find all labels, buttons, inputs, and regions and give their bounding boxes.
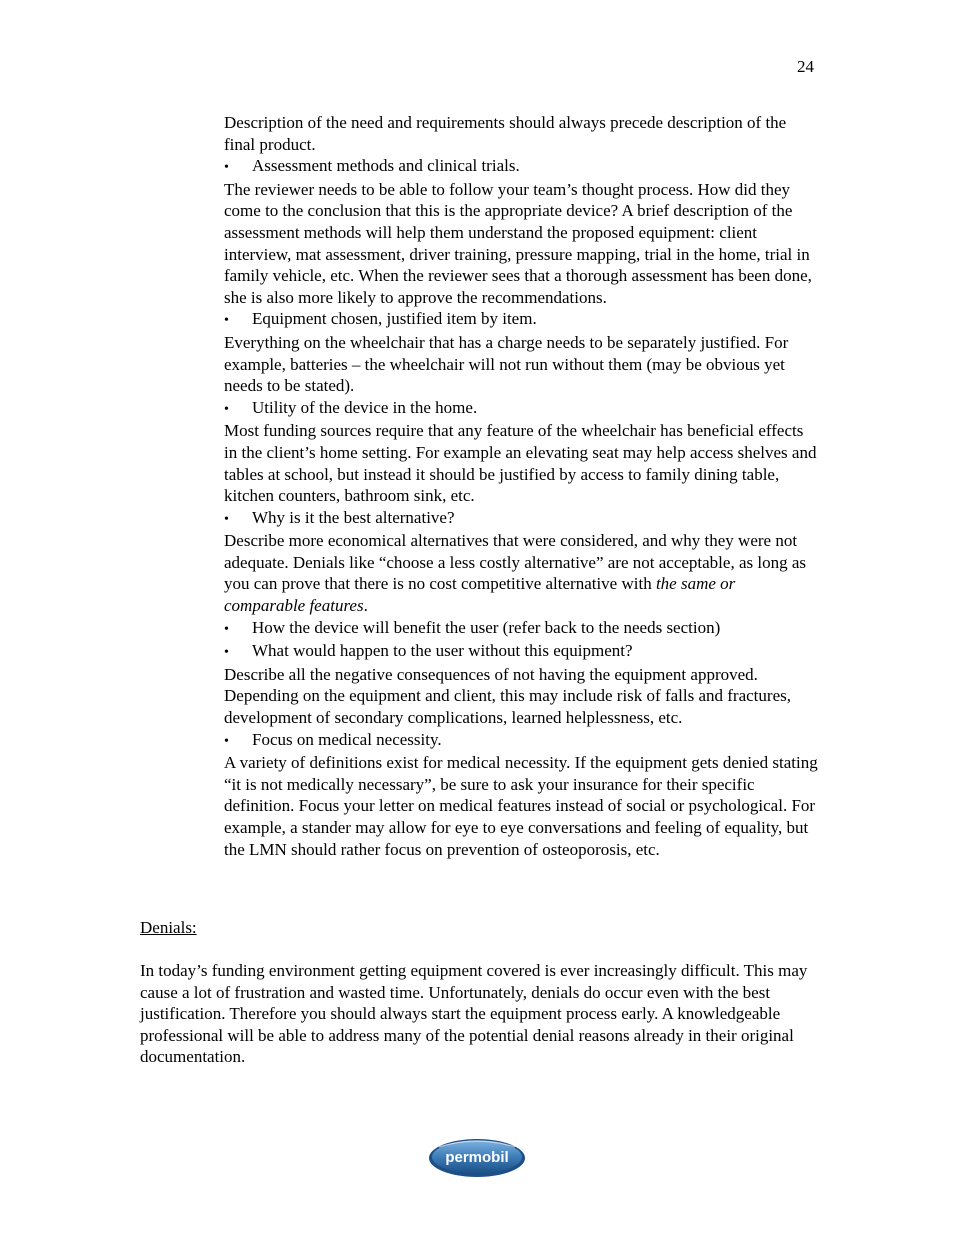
requirements-list	[224, 112, 820, 860]
bullet-item	[224, 397, 820, 421]
bullet-item	[224, 617, 820, 641]
bullet-text: What would happen to the user without this equipment?	[252, 641, 633, 661]
italic-phrase: the same or comparable features	[224, 574, 736, 616]
paragraph-end: .	[363, 596, 368, 616]
bullet-item	[224, 507, 820, 531]
bullet-item	[224, 155, 820, 179]
bullet-icon	[224, 617, 252, 641]
bullet-icon	[224, 507, 252, 531]
bullet-icon	[224, 155, 252, 179]
page-number: 24	[797, 57, 814, 76]
bullet-text: Utility of the device in the home.	[252, 397, 478, 417]
bullet-text: Why is it the best alternative?	[252, 507, 455, 527]
paragraph	[224, 530, 820, 616]
bullet-item	[224, 308, 820, 332]
paragraph: Description of the need and requirements should always precede description of the final product.	[224, 113, 787, 154]
paragraph: Everything on the wheelchair that has a charge needs to be separately justified. For example, batteries – the wheelchair will not run without them (may be obvious yet needs to be stated).	[224, 332, 789, 396]
denials-paragraph: In today’s funding environment getting equipment covered is ever increasingly difficult. This may cause a lot of frustration and wasted time. Unfortunately, denials do occur even with the best justification. Therefore you should always start the equipment process early. A knowledgeable professional will be able to address many of the potential denial reasons already in their original documentation.	[140, 961, 808, 1067]
paragraph: A variety of definitions exist for medical necessity. If the equipment gets denied stating “it is not medically necessary”, be sure to ask your insurance for their specific definition. Focus your letter on medical features instead of social or psychological. For example, a stander may allow for eye to eye conversations and feeling of equality, but the LMN should rather focus on prevention of osteoporosis, etc.	[224, 753, 818, 859]
paragraph: Most funding sources require that any feature of the wheelchair has beneficial effects in the client’s home setting. For example an elevating seat may help access shelves and tables at school, but instead it should be justified by access to family dining table, kitchen counters, bathroom sink, etc.	[224, 421, 817, 506]
bullet-text: Assessment methods and clinical trials.	[252, 156, 520, 176]
bullet-text: How the device will benefit the user (refer back to the needs section)	[252, 617, 721, 637]
bullet-icon	[224, 397, 252, 421]
bullet-text: Equipment chosen, justified item by item.	[252, 309, 537, 329]
bullet-icon	[224, 308, 252, 332]
permobil-logo	[427, 1133, 527, 1179]
bullet-item	[224, 729, 820, 753]
bullet-item	[224, 640, 820, 664]
denials-heading: Denials:	[140, 918, 197, 937]
logo-text: permobil	[445, 1149, 509, 1166]
paragraph: Describe all the negative consequences of not having the equipment approved. Depending on the equipment and client, this may include risk of falls and fractures, development of secondary complications, learned helplessness, etc.	[224, 664, 791, 728]
bullet-text: Focus on medical necessity.	[252, 729, 442, 749]
paragraph: The reviewer needs to be able to follow your team’s thought process. How did they come to the conclusion that this is the appropriate device? A brief description of the assessment methods will help them understand the proposed equipment: client interview, mat assessment, driver training, pressure mapping, trial in the home, trial in family vehicle, etc. When the reviewer sees that a thorough assessment has been done, she is also more likely to approve the recommendations.	[224, 179, 812, 307]
bullet-icon	[224, 729, 252, 753]
paragraph-text: Describe more economical alternatives that were considered, and why they were not adequate. Denials like “choose a less costly alternative” are not acceptable, as long as you can prove that there is no cost competitive alternative with	[224, 531, 807, 594]
bullet-icon	[224, 640, 252, 664]
